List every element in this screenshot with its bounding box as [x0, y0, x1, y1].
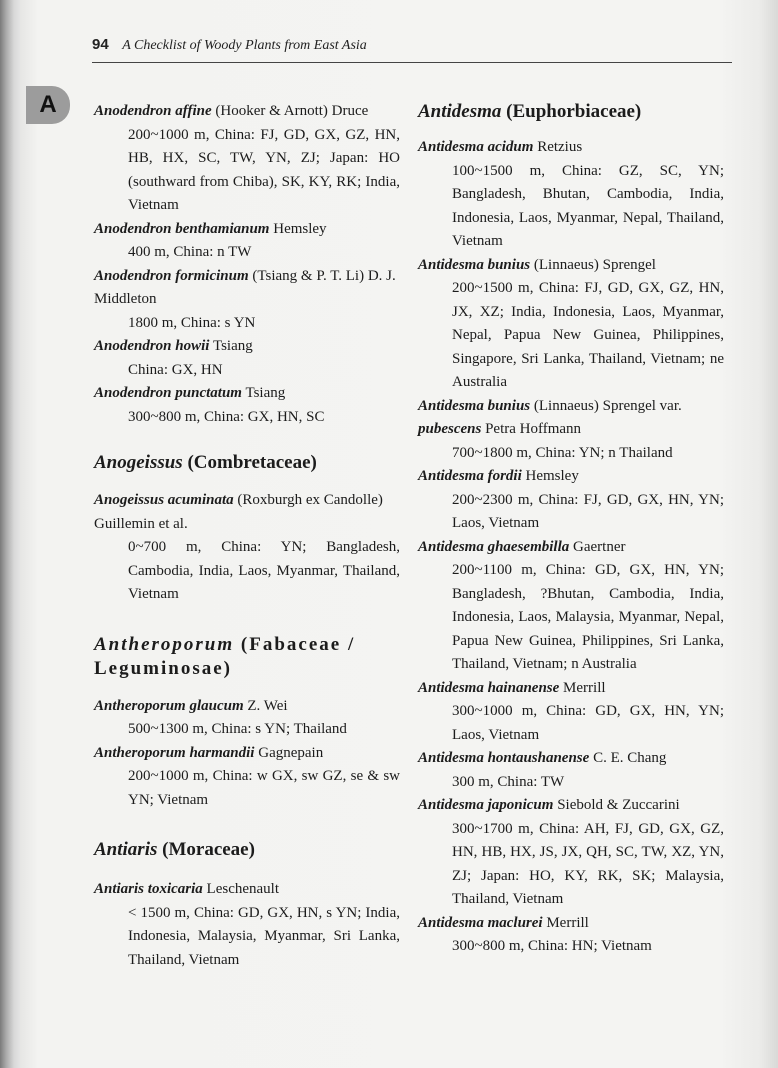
- species-entry: [418, 465, 724, 536]
- species-distribution: 300~1000 m, China: GD, GX, HN, YN; Laos, Vietnam: [452, 703, 724, 743]
- species-entry: [418, 677, 724, 748]
- section-heading-anogeissus: Anogeissus (Combretaceae): [94, 452, 317, 473]
- species-binomial: Antidesma bunius: [418, 256, 531, 273]
- species-distribution: 300~1700 m, China: AH, FJ, GD, GX, GZ, HN, HB, HX, JS, JX, QH, SC, TW, XZ, YN, ZJ; Japan: HO, KY, RK, SK; Malaysia, Thailand, Vietnam: [452, 820, 724, 907]
- species-author: (Linnaeus) Sprengel: [530, 256, 656, 273]
- species-binomial: Antidesma fordii: [418, 468, 522, 484]
- species-author: (Linnaeus) Sprengel var.: [530, 397, 682, 414]
- species-name-line: [94, 878, 400, 902]
- species-binomial: Anogeissus acuminata: [94, 492, 234, 508]
- species-distribution: China: GX, HN: [128, 361, 223, 378]
- alphabet-tab: A: [26, 86, 70, 124]
- species-entry: [94, 695, 400, 742]
- species-entry: [94, 742, 400, 813]
- species-binomial: Anodendron howii: [94, 338, 210, 354]
- species-name-line: [418, 254, 724, 278]
- species-name-line: [94, 695, 400, 719]
- anodendron-entries: [94, 100, 400, 429]
- species-author: C. E. Chang: [589, 750, 667, 766]
- anogeissus-entries: [94, 489, 400, 607]
- species-distribution: 100~1500 m, China: GZ, SC, YN; Bangladesh, Bhutan, Cambodia, India, Indonesia, Laos, Myanmar, Nepal, Thailand, Vietnam: [452, 162, 724, 249]
- species-distribution: 200~1500 m, China: FJ, GD, GX, GZ, HN, JX, XZ; India, Indonesia, Laos, Myanmar, Nepal, Papua New Guinea, Philippines, Singapore, Sri Lanka, Thailand, Vietnam; ne Australia: [452, 280, 724, 390]
- species-author: (Roxburgh ex Candolle) Guillemin et al.: [94, 492, 383, 532]
- species-author: Gagnepain: [254, 744, 324, 761]
- species-author: (Hooker & Arnott) Druce: [211, 103, 369, 119]
- species-name-line: [94, 100, 400, 124]
- species-distribution: 400 m, China: n TW: [128, 244, 252, 260]
- species-name-line: [418, 395, 724, 442]
- species-binomial: Antidesma acidum: [418, 139, 534, 155]
- species-author: Hemsley: [269, 220, 327, 237]
- species-binomial: Anodendron formicinum: [94, 267, 249, 284]
- species-entry: [418, 747, 724, 794]
- species-binomial: Antidesma bunius: [418, 397, 531, 414]
- species-name-line: [94, 265, 400, 312]
- section-heading-antiaris: Antiaris (Moraceae): [94, 839, 255, 860]
- species-name-line: [418, 677, 724, 701]
- species-name-line: [94, 218, 400, 242]
- page-header: [92, 36, 732, 63]
- species-distribution: < 1500 m, China: GD, GX, HN, s YN; India, Indonesia, Malaysia, Myanmar, Sri Lanka, Thailand, Vietnam: [128, 904, 400, 968]
- species-author: Leschenault: [202, 881, 279, 897]
- species-distribution: 500~1300 m, China: s YN; Thailand: [128, 721, 347, 737]
- species-name-line: [94, 489, 400, 536]
- species-entry: [94, 218, 400, 265]
- species-binomial: Antidesma maclurei: [418, 914, 543, 931]
- running-title: A Checklist of Woody Plants from East Asia: [122, 38, 367, 53]
- species-binomial: Antheroporum glaucum: [94, 697, 244, 714]
- species-author: (Tsiang & P. T. Li) D. J. Middleton: [94, 267, 396, 307]
- species-author: Z. Wei: [243, 697, 288, 714]
- species-entry: [418, 254, 724, 395]
- species-name-line: [418, 912, 724, 936]
- variety-epithet: pubescens: [418, 421, 482, 437]
- species-entry: [94, 489, 400, 607]
- right-column: [418, 100, 724, 959]
- species-binomial: Antheroporum harmandii: [94, 744, 255, 761]
- species-author: Merrill: [542, 914, 589, 931]
- species-name-line: [418, 747, 724, 771]
- species-distribution: 700~1800 m, China: YN; n Thailand: [452, 444, 673, 461]
- species-name-line: [94, 335, 400, 359]
- species-distribution: 1800 m, China: s YN: [128, 314, 256, 331]
- species-distribution: 200~1000 m, China: w GX, sw GZ, se & sw YN; Vietnam: [128, 768, 400, 808]
- species-binomial: Antidesma hainanense: [418, 679, 560, 696]
- species-binomial: Anodendron affine: [94, 103, 212, 119]
- species-name-line: [418, 136, 724, 160]
- species-entry: [418, 794, 724, 912]
- section-heading-antidesma: Antidesma (Euphorbiaceae): [418, 101, 642, 122]
- species-entry: [418, 912, 724, 959]
- page-number: 94: [92, 36, 109, 53]
- species-binomial: Antidesma hontaushanense: [418, 750, 590, 766]
- species-name-line: [418, 794, 724, 818]
- variety-author: Petra Hoffmann: [481, 421, 582, 437]
- antheroporum-entries: [94, 695, 400, 813]
- species-name-line: [94, 382, 400, 406]
- species-distribution: 200~1100 m, China: GD, GX, HN, YN; Bangladesh, ?Bhutan, Cambodia, India, Indonesia, Laos, Malaysia, Myanmar, Nepal, Papua New Guinea, Philippines, Sri Lanka, Thailand, Vietnam; n Australia: [452, 562, 724, 672]
- species-binomial: Antidesma ghaesembilla: [418, 538, 570, 555]
- antidesma-entries: [418, 136, 724, 959]
- species-entry: [418, 136, 724, 254]
- species-author: Tsiang: [209, 338, 253, 354]
- species-distribution: 300~800 m, China: GX, HN, SC: [128, 408, 325, 425]
- left-column: [94, 100, 400, 972]
- species-distribution: 300~800 m, China: HN; Vietnam: [452, 938, 652, 954]
- species-binomial: Antiaris toxicaria: [94, 881, 203, 897]
- species-distribution: 0~700 m, China: YN; Bangladesh, Cambodia, India, Laos, Myanmar, Thailand, Vietnam: [128, 539, 400, 602]
- section-heading-antheroporum: Antheroporum (Fabaceae / Leguminosae): [94, 633, 356, 679]
- species-author: Retzius: [533, 139, 583, 155]
- species-entry: [94, 878, 400, 972]
- species-entry: [94, 382, 400, 429]
- species-binomial: Antidesma japonicum: [418, 797, 554, 813]
- antiaris-entries: [94, 878, 400, 972]
- species-name-line: [94, 742, 400, 766]
- species-entry: [418, 536, 724, 677]
- species-author: Tsiang: [241, 385, 286, 401]
- species-distribution: 300 m, China: TW: [452, 773, 565, 790]
- species-entry: [94, 265, 400, 336]
- species-distribution: 200~2300 m, China: FJ, GD, GX, HN, YN; Laos, Vietnam: [452, 491, 724, 531]
- species-author: Gaertner: [569, 538, 626, 555]
- species-entry: [94, 100, 400, 218]
- species-binomial: Anodendron benthamianum: [94, 220, 270, 237]
- species-author: Hemsley: [521, 468, 579, 484]
- species-binomial: Anodendron punctatum: [94, 385, 242, 401]
- species-distribution: 200~1000 m, China: FJ, GD, GX, GZ, HN, HB, HX, SC, TW, YN, ZJ; Japan: HO (southward from Chiba), SK, KY, RK; India, Vietnam: [128, 126, 400, 213]
- species-author: Merrill: [559, 679, 606, 696]
- species-entry: [418, 395, 724, 466]
- species-author: Siebold & Zuccarini: [553, 797, 680, 813]
- species-name-line: [418, 536, 724, 560]
- species-entry: [94, 335, 400, 382]
- species-name-line: [418, 465, 724, 489]
